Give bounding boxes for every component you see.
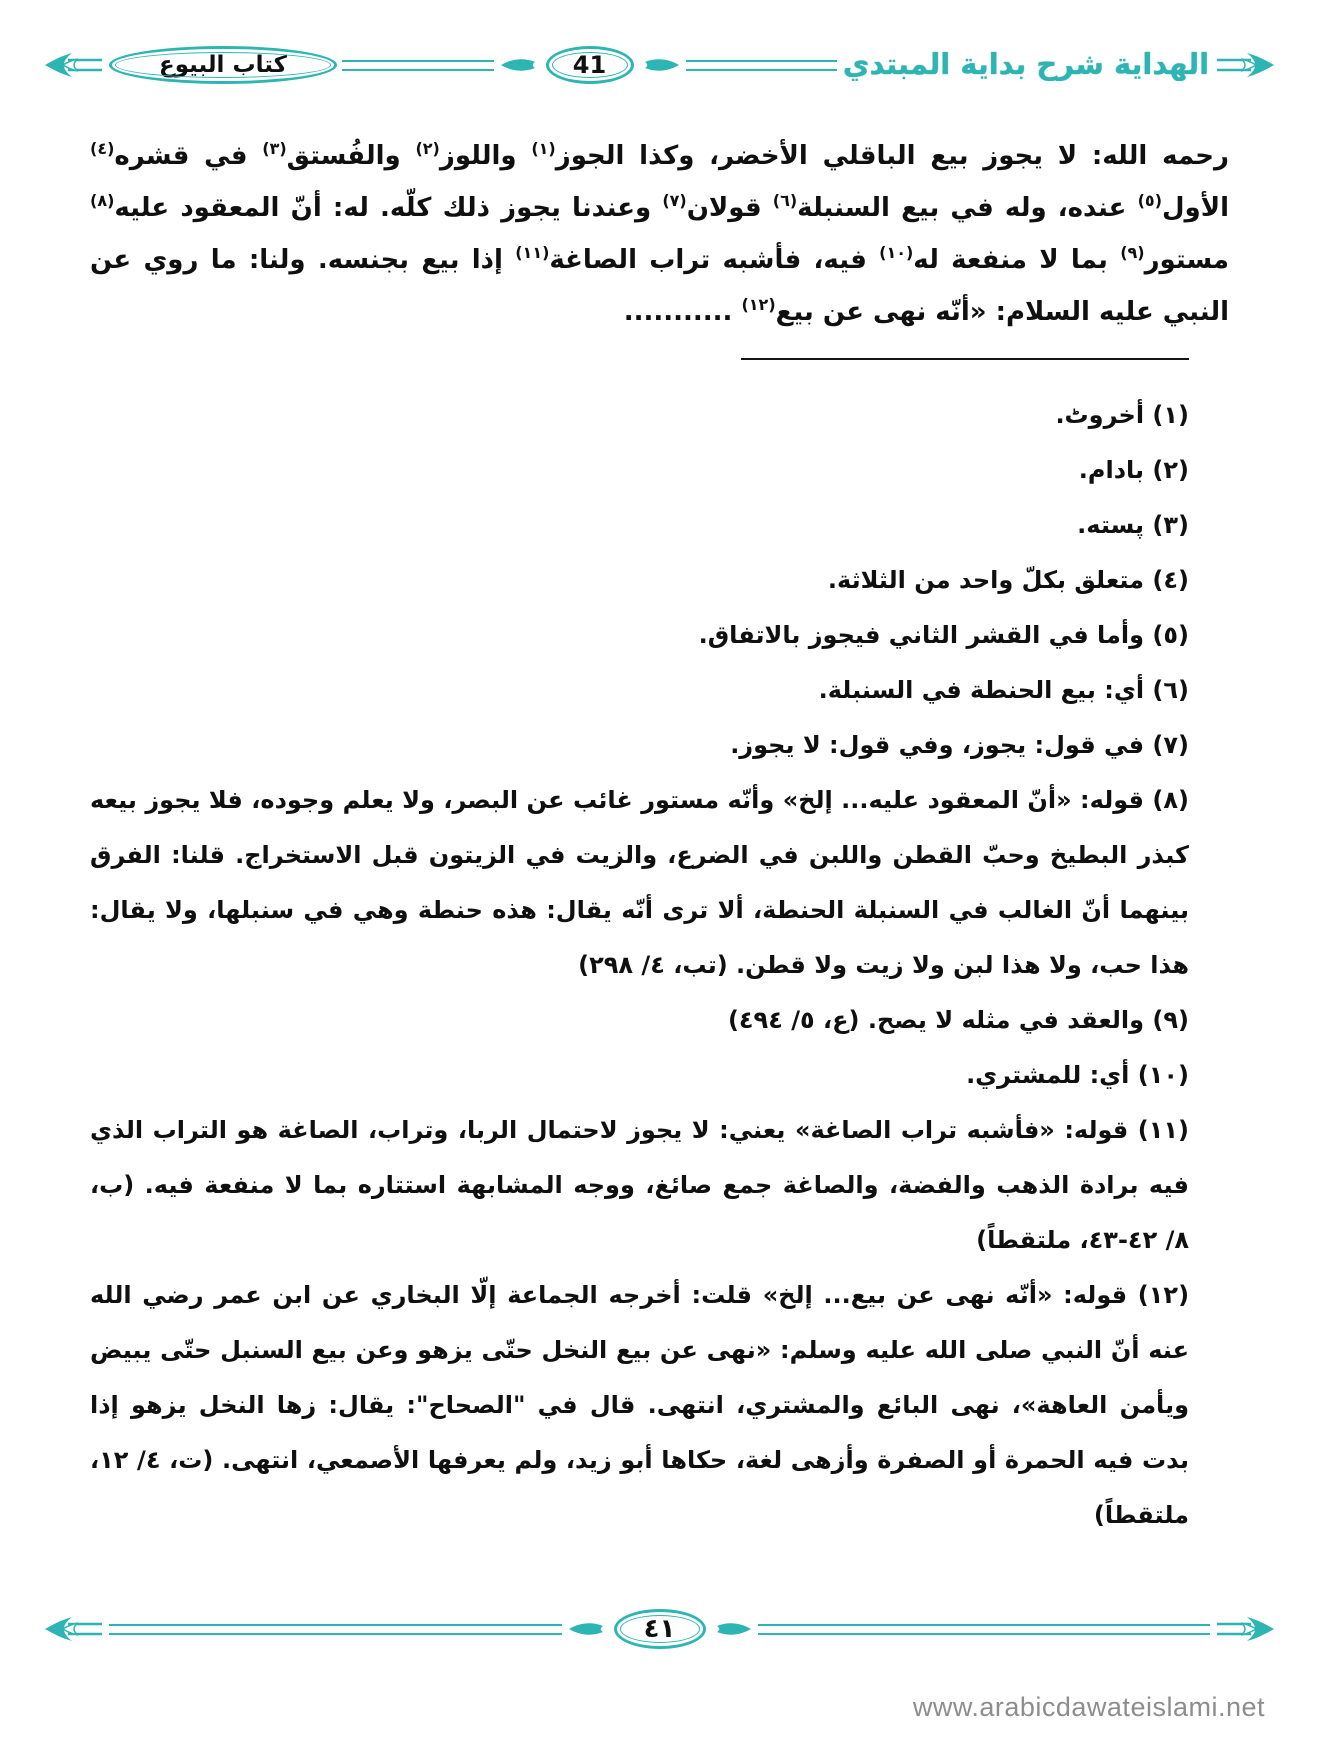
watermark-url: www.arabicdawateislami.net: [912, 1692, 1265, 1722]
footnote-ref: (٦): [772, 191, 798, 210]
body-text-segment: الأول: [1162, 193, 1229, 223]
footnote-number: (٤): [1144, 566, 1189, 594]
footnote-ref: (٥): [1137, 191, 1162, 210]
body-text-segment: بما لا منفعة له: [913, 245, 1121, 275]
footnote-item: [90, 388, 1189, 443]
footnote-separator: [741, 358, 1189, 360]
footnote-text: وأنّه مستور غائب عن البصر، ولا يعلم وجوده، فلا يجوز بيعه كبذر البطيخ وحبّ القطن واللبن في الضرع، والزيت في الزيتون قبل الاستخراج. قلنا: الفرق بينهما أنّ الغالب في السنبلة الحنطة، ألا ترى أنّه يقال: هذه حنطة وهي في سنبلها، ولا يقال: هذا حب، ولا هذا لبن ولا زيت ولا قطن. (تب، ٤/ ٢٩٨): [90, 786, 1189, 979]
footnote-number: (١٢): [1127, 1281, 1190, 1309]
footnote-text: بادام.: [1078, 456, 1145, 484]
footnotes-list: [90, 388, 1189, 1543]
body-text-segment: رحمه الله: لا يجوز بيع الباقلي الأخضر، وكذا الجوز: [555, 141, 1230, 171]
footnote-ref: (٨): [90, 191, 115, 210]
footnote-ref: (٣): [262, 139, 287, 158]
footnote-text: وأما في القشر الثاني فيجوز بالاتفاق.: [698, 621, 1145, 649]
footnote-item: [90, 1103, 1189, 1268]
footnote-item: [90, 553, 1189, 608]
page-number: 41: [572, 51, 607, 79]
footnote-number: (٧): [1144, 731, 1189, 759]
footer-mid-ornament-right: [711, 1619, 753, 1639]
footnote-ref: (٩): [1120, 243, 1145, 262]
footnote-number: (١): [1144, 401, 1189, 429]
footnote-item: [90, 498, 1189, 553]
footnote-item: [90, 1268, 1189, 1543]
footnote-item: [90, 608, 1189, 663]
header-left-arrow-ornament: [42, 48, 104, 82]
footnote-number: (٦): [1144, 676, 1189, 704]
footnote-item: [90, 993, 1189, 1048]
body-text-segment: وعندنا يجوز ذلك كلّه. له: أنّ المعقود عليه: [114, 193, 663, 223]
footnote-ref: (٤): [90, 139, 115, 158]
footnote-item: [90, 773, 1189, 993]
page-content: [90, 130, 1229, 1543]
body-text-segment: إذا بيع بجنسه. ولنا: ما روي عن النبي عليه السلام: «أنّه نهى عن بيع: [90, 245, 1229, 327]
border-line: [342, 60, 494, 71]
header-right-arrow-ornament: [1215, 48, 1277, 82]
body-text-segment: والفُستق: [286, 141, 416, 171]
footnote-number: (٢): [1144, 456, 1189, 484]
footnote-item: [90, 1048, 1189, 1103]
footnote-ref: (١١): [515, 243, 550, 262]
border-line: [686, 60, 838, 71]
page-footer-border: [42, 1608, 1277, 1650]
footnote-text: والعقد في مثله لا يصح. (ع، ٥/ ٤٩٤): [727, 1006, 1145, 1034]
footnote-text: يعني: لا يجوز لاحتمال الربا، وتراب، الصاغة هو التراب الذي فيه برادة الذهب والفضة، والصاغة جمع صائغ، ووجه المشابهة استتاره بما لا منفعة فيه. (ب، ٨/ ٤٢-٤٣، ملتقطاً): [90, 1116, 1189, 1254]
page-header-border: [42, 44, 1277, 86]
chapter-title-oval: [109, 46, 337, 84]
header-mid-ornament-right: [639, 55, 681, 75]
footer-page-number-oval: [614, 1609, 706, 1649]
footer-mid-ornament-left: [567, 1619, 609, 1639]
footnote-number: (٣): [1144, 511, 1189, 539]
footnote-number: (٥): [1144, 621, 1189, 649]
footnote-item: [90, 443, 1189, 498]
footnote-text: أخروٹ.: [1055, 401, 1145, 429]
footnote-item: [90, 718, 1189, 773]
footnote-text: في قول: يجوز، وفي قول: لا يجوز.: [730, 731, 1145, 759]
footnote-number: (١١): [1128, 1116, 1190, 1144]
footer-right-arrow-ornament: [1215, 1612, 1277, 1646]
footnote-number: (٨): [1143, 786, 1189, 814]
footnote-text: متعلق بكلّ واحد من الثلاثة.: [827, 566, 1145, 594]
footnote-text: قلت: أخرجه الجماعة إلّا البخاري عن ابن عمر رضي الله عنه أنّ النبي صلى الله عليه وسلم: «نهى عن بيع النخل حتّى يزهو وعن بيع السنبل حتّى يبيض ويأمن العاهة»، نهى البائع والمشتري، انتهى. قال في "الصحاح": يقال: زها النخل يزهو إذا بدت فيه الحمرة أو الصفرة وأزهى لغة، حكاها أبو زيد، ولم يعرفها الأصمعي، انتهى. (ت، ٤/ ١٢، ملتقطاً): [90, 1281, 1189, 1529]
footer-left-arrow-ornament: [42, 1612, 104, 1646]
body-text-segment: عنده، وله في بيع السنبلة: [797, 193, 1138, 223]
footnote-text: پسته.: [1077, 511, 1145, 539]
body-text-segment: ...........: [623, 297, 742, 327]
body-text-segment: واللوز: [439, 141, 532, 171]
footnote-text: أي: للمشتري.: [966, 1061, 1130, 1089]
main-paragraph: [90, 130, 1229, 338]
page-number-oval: [546, 46, 634, 84]
border-line: [109, 1624, 562, 1635]
body-text-segment: فيه، فأشبه تراب الصاغة: [549, 245, 880, 275]
footnote-ref: (١٢): [741, 295, 776, 314]
footnote-item: [90, 663, 1189, 718]
header-mid-ornament-left: [499, 55, 541, 75]
footnote-lead: قوله: «أنّه نهى عن بيع... إلخ»: [752, 1281, 1128, 1309]
book-title-calligraphy: الهداية شرح بداية المبتدي: [842, 49, 1210, 81]
footer-page-number: ٤١: [643, 1614, 676, 1644]
body-text-segment: قولان: [686, 193, 773, 223]
body-text-segment: مستور: [1144, 245, 1230, 275]
chapter-title: كتاب البيوع: [159, 52, 287, 78]
footnote-lead: قوله: «أنّ المعقود عليه... إلخ»: [774, 786, 1144, 814]
footnote-number: (٩): [1144, 1006, 1189, 1034]
footnote-text: أي: بيع الحنطة في السنبلة.: [818, 676, 1145, 704]
footnote-ref: (١): [531, 139, 556, 158]
border-line: [758, 1624, 1211, 1635]
footnote-ref: (١٠): [879, 243, 914, 262]
footnote-lead: قوله: «فأشبه تراب الصاغة»: [785, 1116, 1129, 1144]
footnote-ref: (٧): [662, 191, 687, 210]
footnote-ref: (٢): [415, 139, 440, 158]
footnote-number: (١٠): [1129, 1061, 1189, 1089]
body-text-segment: في قشره: [114, 141, 263, 171]
